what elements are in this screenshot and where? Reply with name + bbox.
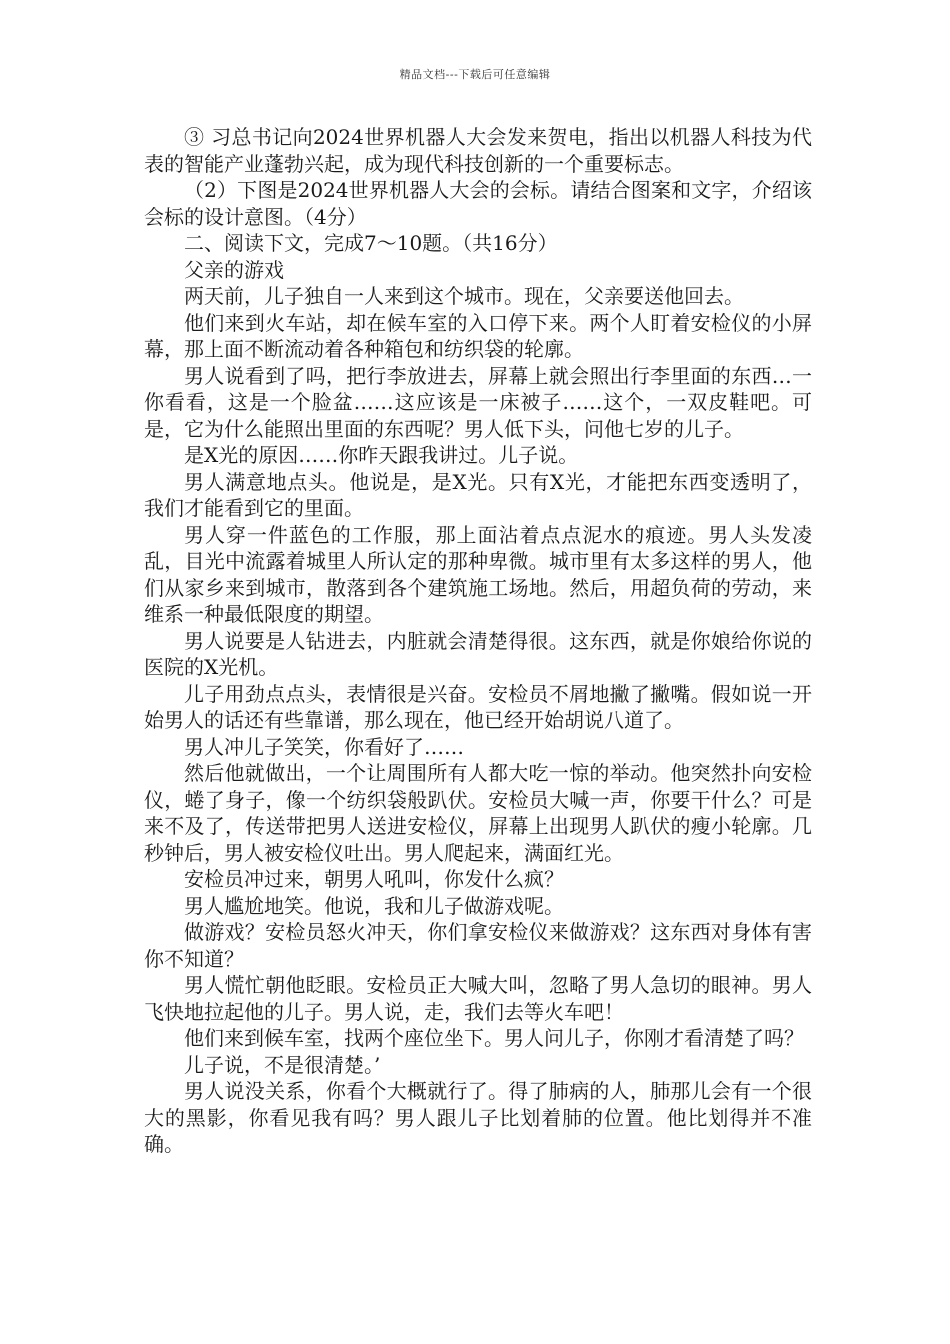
story-paragraph: 他们来到火车站，却在候车室的入口停下来。两个人盯着安检仪的小屏幕，那上面不断流动着各种箱包和纺织袋的轮廓。 bbox=[144, 310, 812, 361]
story-paragraph: 儿子用劲点点头，表情很是兴奋。安检员不屑地撇了撇嘴。假如说一开始男人的话还有些靠谱，那么现在，他已经开始胡说八道了。 bbox=[144, 681, 812, 732]
story-paragraph: 两天前，儿子独自一人来到这个城市。现在，父亲要送他回去。 bbox=[184, 284, 744, 308]
story-paragraph: 做游戏？安检员怒火冲天，你们拿安检仪来做游戏？这东西对身体有害你不知道？ bbox=[144, 920, 812, 971]
story-paragraph: 然后他就做出，一个让周围所有人都大吃一惊的举动。他突然扑向安检仪，蜷了身子，像一个纺织袋般趴伏。安检员大喊一声，你要干什么？可是来不及了，传送带把男人送进安检仪，屏幕上出现男人趴伏的瘦小轮廓。几秒钟后，男人被安检仪吐出。男人爬起来，满面红光。 bbox=[144, 761, 812, 865]
story-paragraph: 男人说要是人钻进去，内脏就会清楚得很。这东西，就是你娘给你说的医院的X光机。 bbox=[144, 628, 812, 679]
page-header: 精品文档---下载后可任意编辑 bbox=[399, 68, 551, 81]
paragraph-question-2: （2）下图是2024世界机器人大会的会标。请结合图案和文字，介绍该会标的设计意图。（4分） bbox=[144, 178, 812, 229]
story-paragraph: 儿子说，不是很清楚。’ bbox=[184, 1052, 381, 1077]
story-paragraph: 男人慌忙朝他眨眼。安检员正大喊大叫，忽略了男人急切的眼神。男人飞快地拉起他的儿子。男人说，走，我们去等火车吧！ bbox=[144, 973, 812, 1024]
story-paragraph: 安检员冲过来，朝男人吼叫，你发什么疯？ bbox=[184, 867, 564, 891]
paragraph-quote-congratulation: ③ 习总书记向2024世界机器人大会发来贺电，指出以机器人科技为代表的智能产业蓬勃兴起，成为现代科技创新的一个重要标志。 bbox=[144, 125, 812, 176]
document-body bbox=[144, 124, 812, 1158]
story-paragraph: 他们来到候车室，找两个座位坐下。男人问儿子，你刚才看清楚了吗？ bbox=[184, 1026, 804, 1050]
section-heading-reading: 二、阅读下文，完成7～10题。（共16分） bbox=[184, 231, 558, 255]
story-paragraph: 男人穿一件蓝色的工作服，那上面沾着点点泥水的痕迹。男人头发凌乱，目光中流露着城里人所认定的那种卑微。城市里有太多这样的男人，他们从家乡来到城市，散落到各个建筑施工场地。然后，用超负荷的劳动，来维系一种最低限度的期望。 bbox=[144, 522, 812, 626]
story-paragraph: 男人尴尬地笑。他说，我和儿子做游戏呢。 bbox=[184, 893, 564, 918]
story-paragraph: 男人满意地点头。他说是，是X光。只有X光，才能把东西变透明了，我们才能看到它的里面。 bbox=[144, 469, 812, 520]
story-paragraph: 男人说没关系，你看个大概就行了。得了肺病的人，肺那儿会有一个很大的黑影，你看见我有吗？男人跟儿子比划着肺的位置。他比划得并不准确。 bbox=[144, 1079, 812, 1156]
story-paragraph: 男人冲儿子笑笑，你看好了…… bbox=[184, 734, 464, 759]
story-title: 父亲的游戏 bbox=[184, 257, 284, 282]
story-paragraph: 男人说看到了吗，把行李放进去，屏幕上就会照出行李里面的东西…一你看看，这是一个脸盆……这应该是一床被子……这个，一双皮鞋吧。可是，它为什么能照出里面的东西呢？男人低下头，问他七岁的儿子。 bbox=[144, 363, 812, 441]
story-paragraph: 是X光的原因……你昨天跟我讲过。儿子说。 bbox=[184, 443, 579, 467]
